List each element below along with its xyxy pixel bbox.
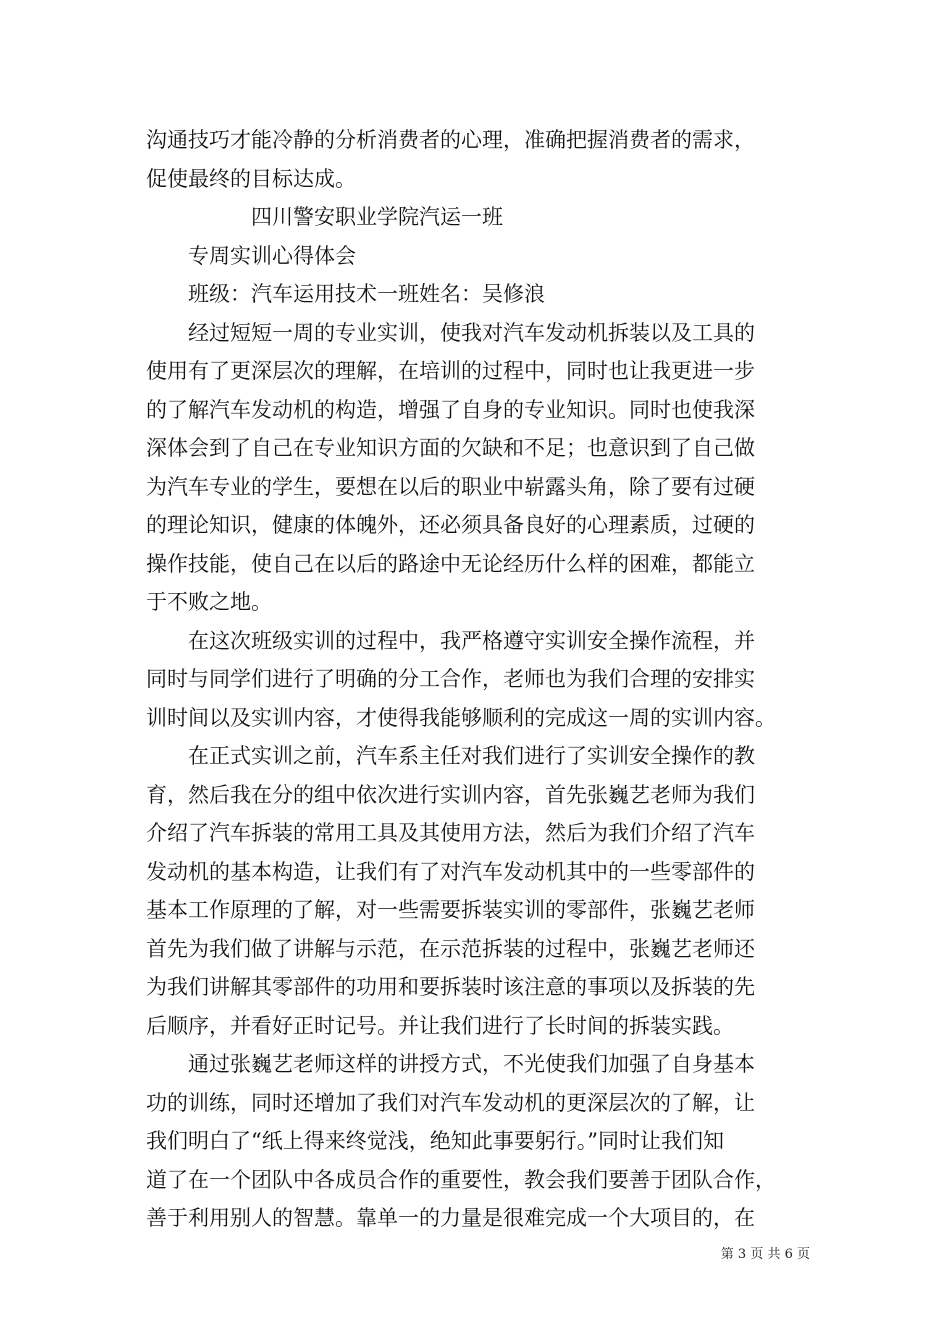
text-line: 功的训练，同时还增加了我们对汽车发动机的更深层次的了解，让	[146, 1090, 755, 1115]
text-line: 道了在一个团队中各成员合作的重要性，教会我们要善于团队合作，	[146, 1167, 776, 1192]
text-line: 使用有了更深层次的理解，在培训的过程中，同时也让我更进一步	[146, 359, 755, 383]
text-line: 促使最终的目标达成。	[146, 166, 356, 191]
text-line: 发动机的基本构造，让我们有了对汽车发动机其中的一些零部件的	[146, 859, 755, 884]
text-line: 经过短短一周的专业实训，使我对汽车发动机拆装以及工具的	[146, 320, 755, 345]
text-line: 操作技能，使自己在以后的路途中无论经历什么样的困难，都能立	[146, 551, 755, 576]
text-line: 的了解汽车发动机的构造，增强了自身的专业知识。同时也使我深	[146, 397, 755, 422]
page-number-footer: 第 3 页 共 6 页	[720, 1247, 810, 1262]
text-line: 介绍了汽车拆装的常用工具及其使用方法，然后为我们介绍了汽车	[146, 821, 755, 845]
text-line: 的理论知识，健康的体魄外，还必须具备良好的心理素质，过硬的	[146, 513, 755, 537]
document-body	[146, 121, 826, 1238]
text-line: 深体会到了自己在专业知识方面的欠缺和不足；也意识到了自己做	[146, 436, 755, 460]
text-line: 训时间以及实训内容，才使得我能够顺利的完成这一周的实训内容。	[146, 705, 776, 730]
text-line: 育，然后我在分的组中依次进行实训内容，首先张巍艺老师为我们	[146, 782, 755, 807]
text-line: 为我们讲解其零部件的功用和要拆装时该注意的事项以及拆装的先	[146, 975, 755, 999]
text-line: 于不败之地。	[146, 590, 272, 614]
document-heading: 四川警安职业学院汽运一班	[146, 205, 503, 229]
document-subheading: 专周实训心得体会	[146, 243, 356, 268]
text-line: 后顺序，并看好正时记号。并让我们进行了长时间的拆装实践。	[146, 1013, 734, 1038]
text-line: 同时与同学们进行了明确的分工合作，老师也为我们合理的安排实	[146, 667, 755, 691]
class-and-name-line: 班级：汽车运用技术一班姓名：吴修浪	[146, 282, 545, 306]
text-line: 沟通技巧才能冷静的分析消费者的心理，准确把握消费者的需求，	[146, 128, 755, 152]
text-line: 首先为我们做了讲解与示范，在示范拆装的过程中，张巍艺老师还	[146, 936, 755, 961]
text-line: 我们明白了“纸上得来终觉浅，绝知此事要躬行。”同时让我们知	[146, 1129, 724, 1153]
text-line: 在这次班级实训的过程中，我严格遵守实训安全操作流程，并	[146, 628, 755, 653]
text-line: 基本工作原理的了解，对一些需要拆装实训的零部件，张巍艺老师	[146, 898, 755, 922]
text-line: 善于利用别人的智慧。靠单一的力量是很难完成一个大项目的，在	[146, 1206, 755, 1230]
text-line: 为汽车专业的学生，要想在以后的职业中崭露头角，除了要有过硬	[146, 474, 755, 499]
text-line: 通过张巍艺老师这样的讲授方式，不光使我们加强了自身基本	[146, 1052, 755, 1076]
text-line: 在正式实训之前，汽车系主任对我们进行了实训安全操作的教	[146, 744, 755, 768]
